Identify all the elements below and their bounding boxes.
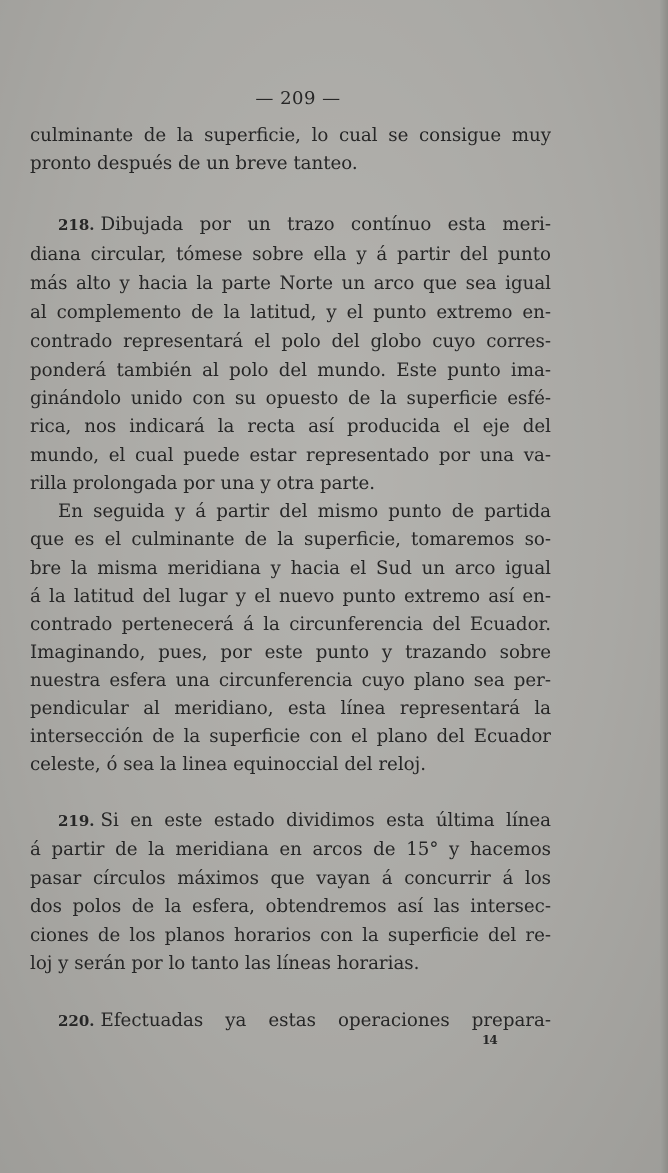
text-line: pasar círculos máximos que vayan á concurrir á los <box>30 868 551 889</box>
text-line: culminante de la superficie, lo cual se consigue muy <box>30 125 551 146</box>
signature-mark: 14 <box>482 1033 497 1047</box>
section-219-first-line <box>58 806 551 836</box>
text-line: ciones de los planos horarios con la superficie del re- <box>30 925 551 946</box>
text-line: á la latitud del lugar y el nuevo punto extremo así en- <box>30 586 551 607</box>
section-number: 218. <box>58 216 95 234</box>
section-number: 219. <box>58 812 95 830</box>
text-line: mundo, el cual puede estar representado por una va- <box>30 445 551 466</box>
text-line: En seguida y á partir del mismo punto de partida <box>58 501 551 522</box>
section-number: 220. <box>58 1012 95 1030</box>
text-line: Efectuadas ya estas operaciones prepara- <box>100 1010 551 1031</box>
text-line: más alto y hacia la parte Norte un arco que sea igual <box>30 273 551 294</box>
text-line: al complemento de la latitud, y el punto extremo en- <box>30 302 551 323</box>
text-line: contrado representará el polo del globo cuyo corres- <box>30 331 551 352</box>
section-220-first-line <box>58 1006 551 1036</box>
text-line: Imaginando, pues, por este punto y trazando sobre <box>30 642 551 663</box>
section-218-first-line <box>58 210 551 240</box>
text-line: celeste, ó sea la linea equinoccial del reloj. <box>30 754 427 775</box>
text-line: intersección de la superficie con el plano del Ecuador <box>30 726 551 747</box>
text-line: dos polos de la esfera, obtendremos así las intersec- <box>30 896 551 917</box>
page-number-header: — 209 — <box>255 88 341 109</box>
text-line: nuestra esfera una circunferencia cuyo plano sea per- <box>30 670 551 691</box>
text-line: ponderá también al polo del mundo. Este punto ima- <box>30 360 551 381</box>
text-line: ginándolo unido con su opuesto de la superficie esfé- <box>30 388 551 409</box>
text-line: bre la misma meridiana y hacia el Sud un arco igual <box>30 558 551 579</box>
text-line: contrado pertenecerá á la circunferencia del Ecuador. <box>30 614 551 635</box>
text-line: que es el culminante de la superficie, tomaremos so- <box>30 529 551 550</box>
text-line: á partir de la meridiana en arcos de 15° y hacemos <box>30 839 551 860</box>
text-line: Dibujada por un trazo contínuo esta meri- <box>100 214 551 235</box>
text-line: rilla prolongada por una y otra parte. <box>30 473 376 494</box>
text-line: Si en este estado dividimos esta última línea <box>100 810 551 831</box>
page-edge <box>660 0 668 1173</box>
text-line: loj y serán por lo tanto las líneas horarias. <box>30 953 420 974</box>
text-line: diana circular, tómese sobre ella y á partir del punto <box>30 244 551 265</box>
text-line: pronto después de un breve tanteo. <box>30 153 358 174</box>
text-line: pendicular al meridiano, esta línea representará la <box>30 698 551 719</box>
text-line: rica, nos indicará la recta así producida el eje del <box>30 416 551 437</box>
